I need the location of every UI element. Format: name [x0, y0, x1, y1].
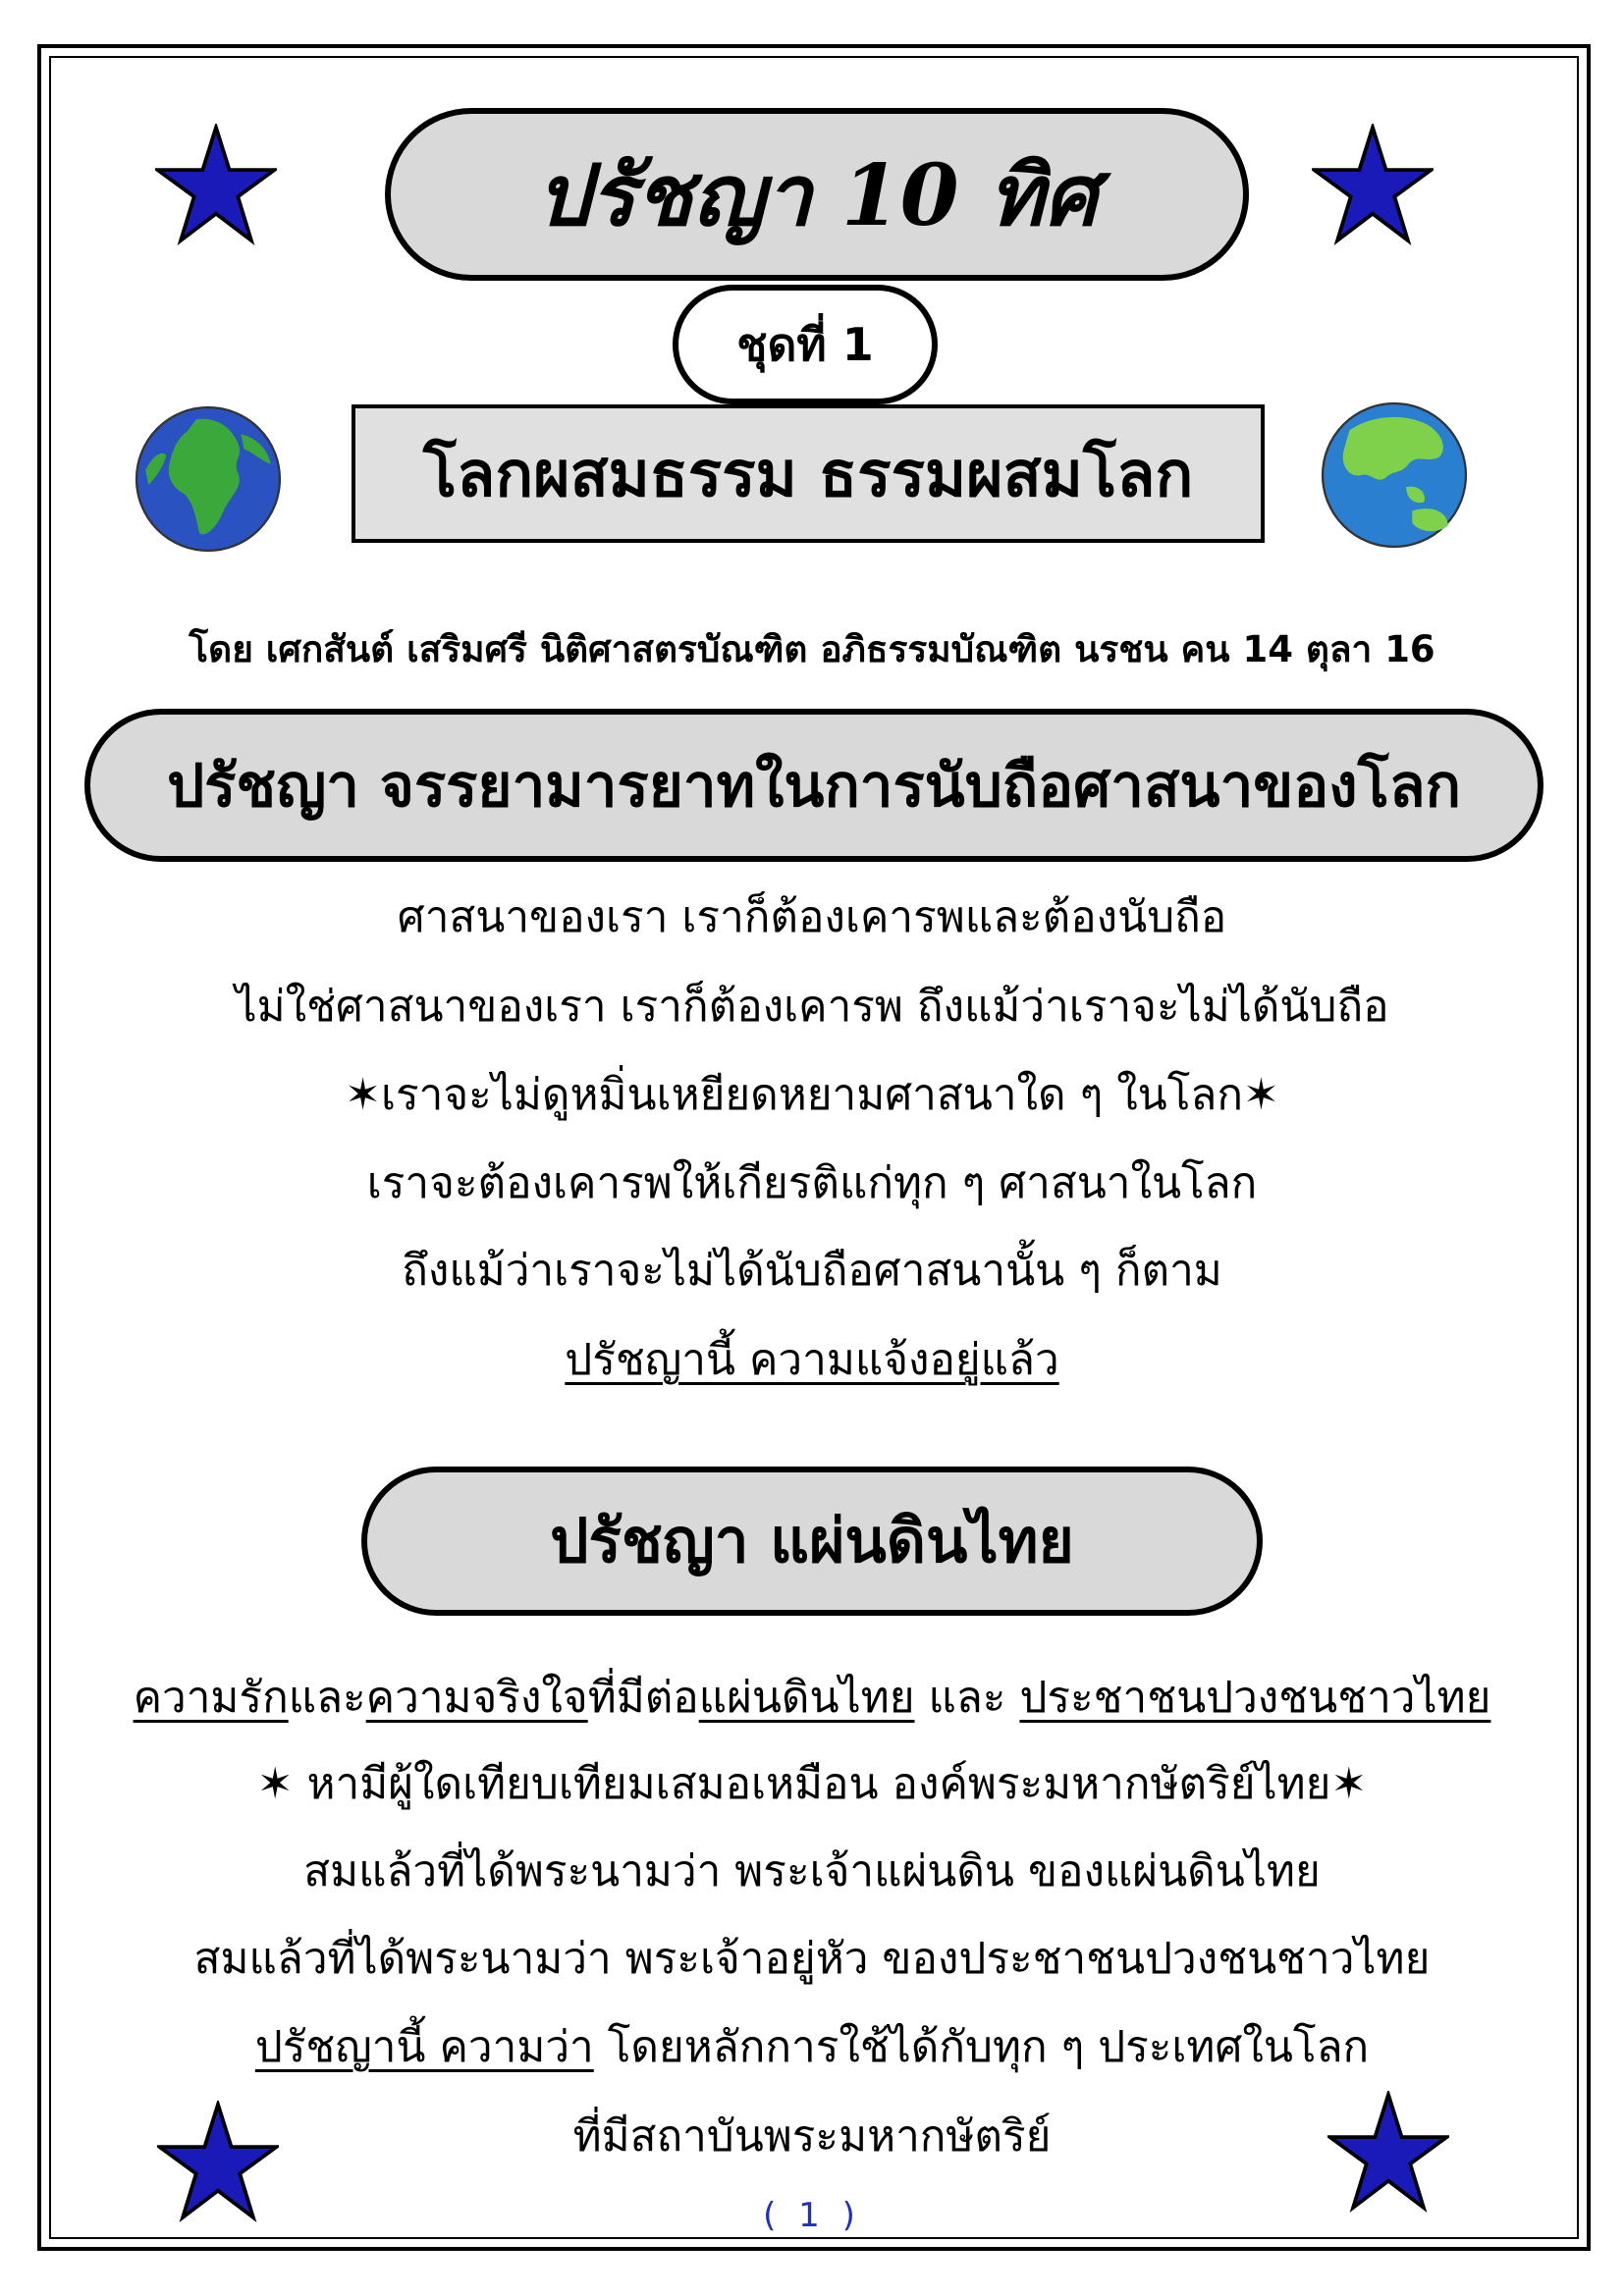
paragraph-text: และ: [914, 1673, 1006, 1723]
asterisk-icon: ✶: [256, 1759, 294, 1809]
page-title: ปรัชญา 10 ทิศ: [385, 108, 1249, 281]
paragraph-line-starred: [59, 1066, 1565, 1125]
set-label: ชุดที่ 1: [673, 285, 938, 404]
paragraph-line: สมแล้วที่ได้พระนามว่า พระเจ้าแผ่นดิน ของแผ่นดินไทย: [303, 1846, 1321, 1896]
underlined-phrase: แผ่นดินไทย: [698, 1673, 915, 1723]
paragraph-line: ถึงแม้ว่าเราจะไม่ได้นับถือศาสนานั้น ๆ ก็ตาม: [402, 1246, 1222, 1296]
underlined-phrase: ความรัก: [133, 1673, 289, 1723]
star-icon: [1312, 124, 1434, 245]
subtitle-box: โลกผสมธรรม ธรรมผสมโลก: [352, 404, 1265, 543]
star-icon: [155, 124, 277, 245]
paragraph-line-starred: [59, 1755, 1565, 1814]
paragraph-text: และ: [288, 1673, 366, 1723]
paragraph-line-mixed: [59, 1669, 1565, 1728]
underlined-phrase: ประชาชนปวงชนชาวไทย: [1019, 1673, 1491, 1723]
globe-asia-icon: [1320, 400, 1469, 550]
asterisk-icon: ✶: [1330, 1759, 1368, 1809]
globe-africa-icon: [134, 404, 283, 554]
page-number: ( 1 ): [763, 2196, 861, 2235]
underlined-phrase: ปรัชญานี้ ความว่า: [254, 2022, 594, 2072]
paragraph-line: สมแล้วที่ได้พระนามว่า พระเจ้าอยู่หัว ของประชาชนปวงชนชาวไทย: [193, 1934, 1431, 1984]
paragraph-text: ที่มีต่อ: [587, 1673, 699, 1723]
asterisk-icon: ✶: [345, 1070, 381, 1120]
paragraph-text: โดยหลักการใช้ได้กับทุก ๆ ประเทศในโลก: [593, 2022, 1370, 2072]
section-heading-thailand: ปรัชญา แผ่นดินไทย: [361, 1467, 1263, 1616]
section-heading-religion: ปรัชญา จรรยามารยาทในการนับถือศาสนาของโลก: [84, 709, 1543, 862]
paragraph-line: ไม่ใช่ศาสนาของเรา เราก็ต้องเคารพ ถึงแม้ว่าเราจะไม่ได้นับถือ: [235, 982, 1389, 1032]
underlined-phrase: ความจริงใจ: [365, 1673, 588, 1723]
paragraph-line: เราจะต้องเคารพให้เกียรติแก่ทุก ๆ ศาสนาในโลก: [366, 1158, 1258, 1208]
conclusion-text: ปรัชญานี้ ความแจ้งอยู่แล้ว: [565, 1335, 1059, 1385]
paragraph-text: เราจะไม่ดูหมิ่นเหยียดหยามศาสนาใด ๆ ในโลก: [380, 1070, 1243, 1120]
paragraph-text: หามีผู้ใดเทียบเทียมเสมอเหมือน องค์พระมหากษัตริย์ไทย: [293, 1759, 1331, 1809]
paragraph-line: ศาสนาของเรา เราก็ต้องเคารพและต้องนับถือ: [397, 892, 1227, 942]
author-line: โดย เศกสันต์ เสริมศรี นิติศาสตรบัณฑิต อภิธรรมบัณฑิต นรชน คน 14 ตุลา 16: [189, 628, 1435, 670]
paragraph-line-mixed: [59, 2018, 1565, 2077]
asterisk-icon: ✶: [1243, 1070, 1279, 1120]
paragraph-line-conclusion: [59, 1331, 1565, 1390]
paragraph-line: ที่มีสถาบันพระมหากษัตริย์: [572, 2111, 1052, 2162]
